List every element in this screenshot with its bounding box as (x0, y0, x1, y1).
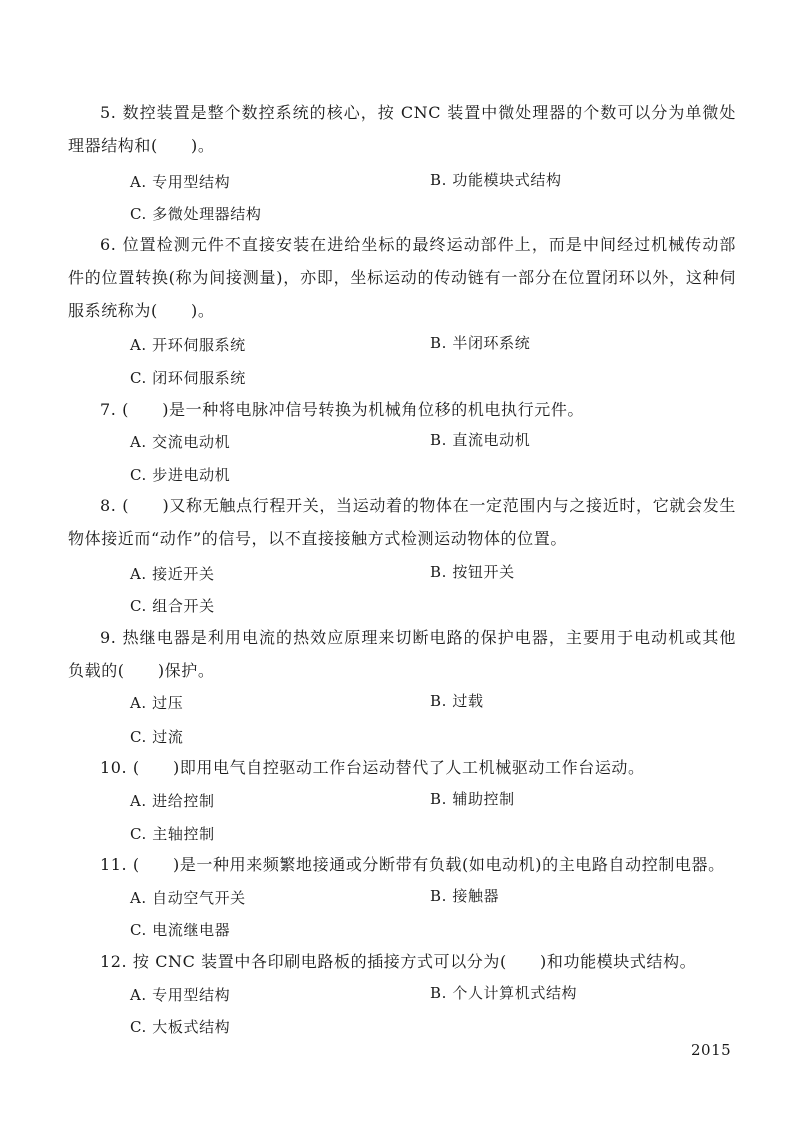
option-c: C. 闭环伺服系统 (130, 369, 246, 387)
question-stem: 12. 按 CNC 装置中各印刷电路板的插接方式可以分为( )和功能模块式结构。 (100, 952, 697, 971)
option-c: C. 大板式结构 (130, 1018, 231, 1036)
question-7 (68, 393, 736, 426)
question-9 (68, 621, 736, 687)
question-stem: 10. ( )即用电气自控驱动工作台运动替代了人工机械驱动工作台运动。 (100, 758, 645, 777)
question-stem: 6. 位置检测元件不直接安装在进给坐标的最终运动部件上，而是中间经过机械传动部件的位置转换(称为间接测量)，亦即，坐标运动的传动链有一部分在位置闭环以外，这种伺服系统称为( )。 (68, 235, 736, 320)
option-a: A. 过压 (130, 694, 184, 712)
option-a: A. 专用型结构 (130, 986, 231, 1004)
option-a: A. 接近开关 (130, 565, 215, 583)
option-c: C. 多微处理器结构 (130, 205, 262, 223)
option-a: A. 专用型结构 (130, 173, 231, 191)
question-6 (68, 228, 736, 327)
question-12 (68, 945, 736, 978)
option-c: C. 电流继电器 (130, 921, 231, 939)
option-a: A. 进给控制 (130, 792, 215, 810)
option-b: B. 个人计算机式结构 (430, 984, 578, 1002)
option-a: A. 开环伺服系统 (130, 336, 246, 354)
option-b: B. 功能模块式结构 (430, 171, 562, 189)
question-8 (68, 489, 736, 555)
question-stem: 7. ( )是一种将电脉冲信号转换为机械角位移的机电执行元件。 (100, 400, 585, 419)
question-11 (68, 848, 736, 881)
option-b: B. 辅助控制 (430, 790, 515, 808)
page-number: 2015 (691, 1041, 732, 1059)
option-c: C. 步进电动机 (130, 466, 231, 484)
option-a: A. 自动空气开关 (130, 889, 246, 907)
question-stem: 5. 数控装置是整个数控系统的核心，按 CNC 装置中微处理器的个数可以分为单微处理器结构和( )。 (68, 103, 736, 155)
question-stem: 9. 热继电器是利用电流的热效应原理来切断电路的保护电器，主要用于电动机或其他负载的( )保护。 (68, 628, 736, 680)
question-stem: 11. ( )是一种用来频繁地接通或分断带有负载(如电动机)的主电路自动控制电器。 (100, 855, 725, 874)
option-b: B. 半闭环系统 (430, 334, 531, 352)
option-b: B. 过载 (430, 692, 484, 710)
option-c: C. 主轴控制 (130, 825, 215, 843)
option-b: B. 直流电动机 (430, 431, 531, 449)
question-stem: 8. ( )又称无触点行程开关，当运动着的物体在一定范围内与之接近时，它就会发生物体接近而“动作”的信号，以不直接接触方式检测运动物体的位置。 (68, 496, 736, 548)
option-b: B. 按钮开关 (430, 563, 515, 581)
option-b: B. 接触器 (430, 887, 500, 905)
question-10 (68, 751, 736, 784)
option-c: C. 过流 (130, 728, 184, 746)
option-a: A. 交流电动机 (130, 433, 231, 451)
option-c: C. 组合开关 (130, 597, 215, 615)
question-5 (68, 96, 736, 162)
